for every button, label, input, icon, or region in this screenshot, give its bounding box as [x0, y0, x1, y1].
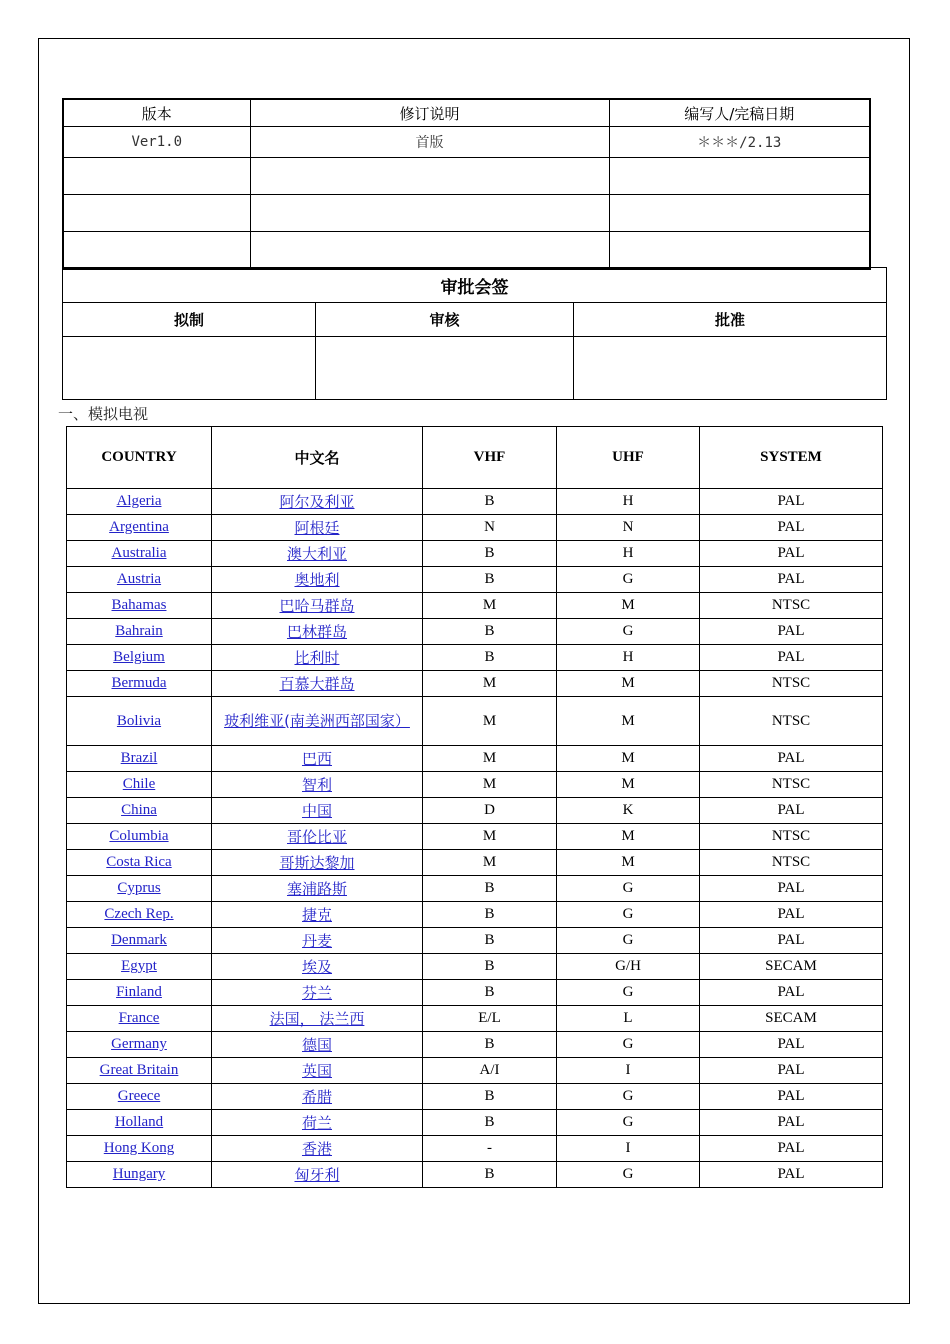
country-link[interactable]: Hong Kong	[103, 1140, 175, 1156]
chinese-name-link[interactable]: 荷兰	[301, 1114, 332, 1132]
revision-table	[62, 98, 871, 270]
revision-version	[63, 195, 250, 232]
table-row	[67, 798, 883, 824]
table-row	[67, 1084, 883, 1110]
revision-author-date	[609, 195, 870, 232]
revision-notes	[250, 158, 609, 195]
revision-row	[63, 127, 870, 158]
country-link[interactable]: Australia	[111, 545, 167, 561]
revision-author-date: ＊＊＊/2.13	[609, 127, 870, 158]
vhf-cell: M	[423, 824, 557, 850]
vhf-cell: M	[423, 772, 557, 798]
country-cell	[67, 619, 212, 645]
chinese-name-cell	[212, 1110, 423, 1136]
revision-row	[63, 232, 870, 270]
approval-title: 审批会签	[63, 268, 887, 303]
chinese-name-link[interactable]: 希腊	[301, 1088, 332, 1106]
vhf-cell: B	[423, 645, 557, 671]
system-cell: NTSC	[700, 772, 883, 798]
country-cell	[67, 824, 212, 850]
revision-notes	[250, 195, 609, 232]
vhf-cell: M	[423, 746, 557, 772]
table-row	[67, 567, 883, 593]
table-row	[67, 593, 883, 619]
uhf-cell: G	[557, 980, 700, 1006]
analog-tv-table	[66, 426, 883, 1188]
system-cell: SECAM	[700, 954, 883, 980]
country-link[interactable]: Bermuda	[111, 675, 167, 691]
table-row	[67, 1162, 883, 1188]
country-link[interactable]: Bolivia	[116, 713, 162, 729]
chinese-name-cell	[212, 798, 423, 824]
uhf-cell: H	[557, 489, 700, 515]
system-cell: PAL	[700, 541, 883, 567]
table-row	[67, 850, 883, 876]
chinese-name-link[interactable]: 澳大利亚	[286, 545, 347, 563]
country-cell	[67, 645, 212, 671]
country-cell	[67, 567, 212, 593]
table-row	[67, 619, 883, 645]
uhf-cell: G	[557, 619, 700, 645]
uhf-cell: G/H	[557, 954, 700, 980]
approval-header-review: 审核	[316, 303, 574, 337]
chinese-name-cell	[212, 1084, 423, 1110]
vhf-cell: M	[423, 697, 557, 746]
chinese-name-link[interactable]: 巴西	[301, 750, 332, 768]
system-cell: PAL	[700, 746, 883, 772]
system-cell: PAL	[700, 619, 883, 645]
chinese-name-cell	[212, 980, 423, 1006]
country-cell	[67, 928, 212, 954]
country-cell	[67, 671, 212, 697]
header-vhf: VHF	[423, 427, 557, 489]
country-link[interactable]: Argentina	[109, 519, 169, 535]
country-cell	[67, 876, 212, 902]
header-system: SYSTEM	[700, 427, 883, 489]
chinese-name-link[interactable]: 比利时	[294, 649, 340, 667]
chinese-name-cell	[212, 645, 423, 671]
table-row	[67, 902, 883, 928]
table-row	[67, 746, 883, 772]
revision-version	[63, 232, 250, 270]
system-cell: PAL	[700, 1162, 883, 1188]
chinese-name-cell	[212, 824, 423, 850]
system-cell: NTSC	[700, 671, 883, 697]
country-cell	[67, 541, 212, 567]
approval-header-approve: 批准	[574, 303, 887, 337]
country-link[interactable]: Czech Rep.	[104, 906, 174, 922]
vhf-cell: B	[423, 1162, 557, 1188]
system-cell: PAL	[700, 645, 883, 671]
table-row	[67, 645, 883, 671]
vhf-cell: B	[423, 1084, 557, 1110]
table-row	[67, 1136, 883, 1162]
chinese-name-cell	[212, 671, 423, 697]
revision-version	[63, 158, 250, 195]
header-chinese-name: 中文名	[212, 427, 423, 489]
table-row	[67, 1110, 883, 1136]
tv-table-body	[67, 489, 883, 1188]
system-cell: PAL	[700, 515, 883, 541]
country-cell	[67, 772, 212, 798]
uhf-cell: G	[557, 1032, 700, 1058]
uhf-cell: I	[557, 1058, 700, 1084]
chinese-name-cell	[212, 567, 423, 593]
vhf-cell: B	[423, 489, 557, 515]
chinese-name-cell	[212, 697, 423, 746]
chinese-name-link[interactable]: 埃及	[301, 958, 332, 976]
country-link[interactable]: Bahamas	[111, 597, 167, 613]
table-row	[67, 1058, 883, 1084]
country-cell	[67, 902, 212, 928]
system-cell: NTSC	[700, 697, 883, 746]
country-cell	[67, 980, 212, 1006]
vhf-cell: E/L	[423, 1006, 557, 1032]
system-cell: PAL	[700, 1058, 883, 1084]
revision-author-date	[609, 158, 870, 195]
uhf-cell: G	[557, 1110, 700, 1136]
chinese-name-link[interactable]: 巴林群岛	[286, 623, 347, 641]
revision-author-date	[609, 232, 870, 270]
vhf-cell: B	[423, 928, 557, 954]
section-title: 一、模拟电视	[58, 405, 149, 423]
country-link[interactable]: Great Britain	[99, 1062, 179, 1078]
chinese-name-cell	[212, 746, 423, 772]
chinese-name-cell	[212, 515, 423, 541]
chinese-name-link[interactable]: 阿根廷	[294, 519, 340, 537]
vhf-cell: B	[423, 567, 557, 593]
system-cell: PAL	[700, 928, 883, 954]
revision-notes	[250, 232, 609, 270]
vhf-cell: B	[423, 954, 557, 980]
chinese-name-link[interactable]: 玻利维亚(南美洲西部国家）	[224, 712, 410, 730]
approval-signature-draft	[63, 337, 316, 400]
table-row	[67, 824, 883, 850]
country-cell	[67, 798, 212, 824]
system-cell: PAL	[700, 489, 883, 515]
chinese-name-link[interactable]: 丹麦	[301, 932, 332, 950]
country-cell	[67, 746, 212, 772]
chinese-name-cell	[212, 876, 423, 902]
vhf-cell: M	[423, 850, 557, 876]
table-row	[67, 876, 883, 902]
revision-header-row	[63, 99, 870, 127]
chinese-name-cell	[212, 1058, 423, 1084]
country-link[interactable]: Egypt	[121, 958, 157, 974]
table-row	[67, 772, 883, 798]
revision-row	[63, 195, 870, 232]
approval-table	[62, 267, 887, 400]
system-cell: PAL	[700, 1136, 883, 1162]
system-cell: PAL	[700, 1110, 883, 1136]
country-link[interactable]: Costa Rica	[106, 854, 172, 870]
vhf-cell: D	[423, 798, 557, 824]
system-cell: PAL	[700, 876, 883, 902]
country-cell	[67, 515, 212, 541]
uhf-cell: M	[557, 697, 700, 746]
header-revision-notes: 修订说明	[250, 99, 609, 127]
chinese-name-cell	[212, 928, 423, 954]
country-link[interactable]: Brazil	[120, 750, 158, 766]
chinese-name-cell	[212, 772, 423, 798]
system-cell: PAL	[700, 1084, 883, 1110]
vhf-cell: N	[423, 515, 557, 541]
uhf-cell: I	[557, 1136, 700, 1162]
revision-row	[63, 158, 870, 195]
chinese-name-link[interactable]: 英国	[301, 1062, 332, 1080]
vhf-cell: B	[423, 1110, 557, 1136]
country-link[interactable]: France	[118, 1010, 160, 1026]
chinese-name-link[interactable]: 法国， 法兰西	[269, 1010, 365, 1028]
approval-header-draft: 拟制	[63, 303, 316, 337]
country-link[interactable]: Belgium	[113, 649, 165, 665]
chinese-name-link[interactable]: 中国	[301, 802, 332, 820]
chinese-name-cell	[212, 902, 423, 928]
chinese-name-cell	[212, 1162, 423, 1188]
table-row	[67, 515, 883, 541]
approval-signature-approve	[574, 337, 887, 400]
chinese-name-cell	[212, 1136, 423, 1162]
uhf-cell: G	[557, 928, 700, 954]
vhf-cell: A/I	[423, 1058, 557, 1084]
uhf-cell: N	[557, 515, 700, 541]
chinese-name-link[interactable]: 巴哈马群岛	[279, 597, 355, 615]
revision-version: Ver1.0	[63, 127, 250, 158]
uhf-cell: M	[557, 746, 700, 772]
revision-notes: 首版	[250, 127, 609, 158]
country-cell	[67, 1058, 212, 1084]
table-row	[67, 671, 883, 697]
table-row	[67, 980, 883, 1006]
country-cell	[67, 850, 212, 876]
system-cell: PAL	[700, 980, 883, 1006]
chinese-name-cell	[212, 954, 423, 980]
uhf-cell: M	[557, 824, 700, 850]
chinese-name-cell	[212, 1006, 423, 1032]
uhf-cell: G	[557, 876, 700, 902]
chinese-name-cell	[212, 489, 423, 515]
country-cell	[67, 954, 212, 980]
chinese-name-link[interactable]: 哥伦比亚	[286, 828, 347, 846]
country-cell	[67, 1136, 212, 1162]
system-cell: PAL	[700, 1032, 883, 1058]
system-cell: NTSC	[700, 824, 883, 850]
uhf-cell: M	[557, 593, 700, 619]
chinese-name-link[interactable]: 奥地利	[294, 571, 340, 589]
chinese-name-link[interactable]: 德国	[301, 1036, 332, 1054]
country-cell	[67, 1006, 212, 1032]
chinese-name-link[interactable]: 芬兰	[301, 984, 332, 1002]
chinese-name-link[interactable]: 捷克	[301, 906, 332, 924]
vhf-cell: B	[423, 902, 557, 928]
system-cell: PAL	[700, 798, 883, 824]
country-link[interactable]: Greece	[117, 1088, 161, 1104]
country-cell	[67, 593, 212, 619]
system-cell: NTSC	[700, 593, 883, 619]
country-link[interactable]: Columbia	[109, 828, 169, 844]
vhf-cell: B	[423, 980, 557, 1006]
header-country: COUNTRY	[67, 427, 212, 489]
table-row	[67, 489, 883, 515]
uhf-cell: K	[557, 798, 700, 824]
approval-signature-review	[316, 337, 574, 400]
chinese-name-link[interactable]: 哥斯达黎加	[279, 854, 355, 872]
chinese-name-cell	[212, 850, 423, 876]
uhf-cell: M	[557, 850, 700, 876]
chinese-name-link[interactable]: 阿尔及利亚	[279, 493, 355, 511]
country-link[interactable]: Bahrain	[115, 623, 163, 639]
country-link[interactable]: Hungary	[112, 1166, 166, 1182]
header-version: 版本	[63, 99, 250, 127]
country-cell	[67, 697, 212, 746]
country-cell	[67, 1032, 212, 1058]
tv-table-header	[67, 427, 883, 489]
uhf-cell: M	[557, 671, 700, 697]
country-link[interactable]: Denmark	[111, 932, 167, 948]
country-link[interactable]: Germany	[111, 1036, 167, 1052]
chinese-name-cell	[212, 619, 423, 645]
chinese-name-link[interactable]: 百慕大群岛	[279, 675, 355, 693]
country-link[interactable]: Chile	[122, 776, 156, 792]
country-link[interactable]: Holland	[114, 1114, 164, 1130]
system-cell: PAL	[700, 567, 883, 593]
vhf-cell: M	[423, 671, 557, 697]
vhf-cell: B	[423, 876, 557, 902]
uhf-cell: G	[557, 567, 700, 593]
vhf-cell: -	[423, 1136, 557, 1162]
uhf-cell: M	[557, 772, 700, 798]
table-row	[67, 541, 883, 567]
uhf-cell: G	[557, 1162, 700, 1188]
country-link[interactable]: China	[121, 802, 157, 818]
country-link[interactable]: Algeria	[116, 493, 162, 509]
table-row	[67, 1006, 883, 1032]
uhf-cell: L	[557, 1006, 700, 1032]
table-row	[67, 954, 883, 980]
header-author-date: 编写人/完稿日期	[609, 99, 870, 127]
chinese-name-link[interactable]: 智利	[301, 776, 332, 794]
country-link[interactable]: Cyprus	[117, 880, 161, 896]
country-link[interactable]: Austria	[116, 571, 162, 587]
country-cell	[67, 1162, 212, 1188]
uhf-cell: G	[557, 1084, 700, 1110]
table-row	[67, 697, 883, 746]
uhf-cell: G	[557, 902, 700, 928]
uhf-cell: H	[557, 645, 700, 671]
chinese-name-cell	[212, 1032, 423, 1058]
system-cell: PAL	[700, 902, 883, 928]
chinese-name-link[interactable]: 香港	[301, 1140, 332, 1158]
vhf-cell: B	[423, 1032, 557, 1058]
chinese-name-cell	[212, 593, 423, 619]
chinese-name-cell	[212, 541, 423, 567]
header-uhf: UHF	[557, 427, 700, 489]
vhf-cell: B	[423, 541, 557, 567]
table-row	[67, 1032, 883, 1058]
country-cell	[67, 489, 212, 515]
uhf-cell: H	[557, 541, 700, 567]
vhf-cell: B	[423, 619, 557, 645]
table-row	[67, 928, 883, 954]
system-cell: NTSC	[700, 850, 883, 876]
chinese-name-link[interactable]: 塞浦路斯	[286, 880, 347, 898]
country-cell	[67, 1110, 212, 1136]
country-link[interactable]: Finland	[116, 984, 162, 1000]
country-cell	[67, 1084, 212, 1110]
system-cell: SECAM	[700, 1006, 883, 1032]
chinese-name-link[interactable]: 匈牙利	[294, 1166, 340, 1184]
vhf-cell: M	[423, 593, 557, 619]
